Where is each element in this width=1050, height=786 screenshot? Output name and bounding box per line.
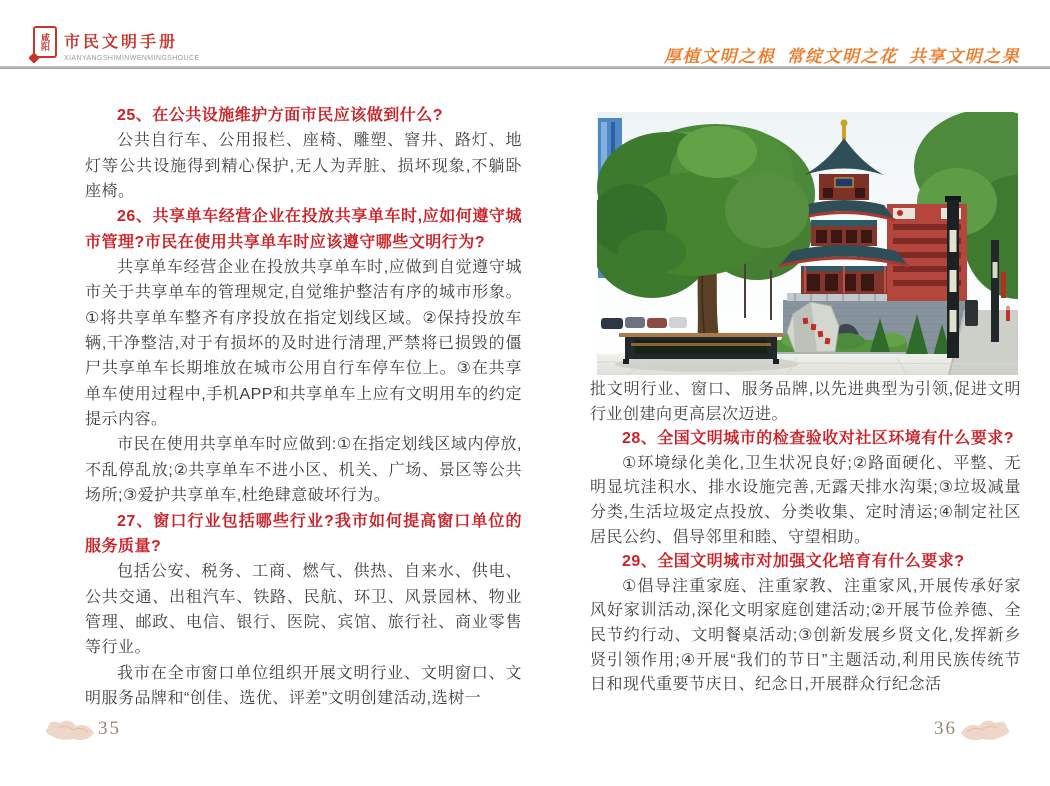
left-page-text	[85, 103, 522, 711]
header-divider	[0, 66, 1050, 69]
page-number-left	[44, 716, 121, 742]
page-number-left-value: 35	[98, 718, 121, 739]
question-27-answer-continued: 批文明行业、窗口、服务品牌,以先进典型为引领,促进文明行业创建向更高层次迈进。	[590, 381, 1021, 423]
seal-icon	[33, 26, 57, 58]
page-number-right	[934, 716, 1011, 742]
question-28-heading: 28、全国文明城市的检查验收对社区环境有什么要求?	[622, 430, 1015, 448]
question-29-heading: 29、全国文明城市对加强文化培育有什么要求?	[622, 553, 965, 571]
logo-title: 市民文明手册	[64, 34, 179, 51]
question-27-answer-1: 包括公安、税务、工商、燃气、供热、自来水、供电、公共交通、出租汽车、铁路、民航、环卫、风景园林、物业管理、邮政、电信、银行、医院、宾馆、旅行社、商业零售等行业。	[85, 563, 522, 657]
question-25-answer: 公共自行车、公用报栏、座椅、雕塑、窨井、路灯、地灯等公共设施得到精心保护,无人为弄脏、损坏现象,不躺卧座椅。	[85, 132, 522, 201]
question-26-heading: 26、共享单车经营企业在投放共享单车时,应如何遵守城市管理?市民在使用共享单车时应该遵守哪些文明行为?	[85, 208, 522, 251]
question-27-heading: 27、窗口行业包括哪些行业?我市如何提高窗口单位的服务质量?	[85, 512, 522, 555]
right-page-text	[590, 378, 1021, 698]
seal-tassel-icon	[28, 52, 39, 63]
page-number-right-value: 36	[934, 718, 957, 739]
header-slogan: 厚植文明之根 常绽文明之花 共享文明之果	[664, 47, 1020, 66]
cloud-flourish-icon	[44, 716, 96, 742]
logo-subtitle: XIANYANGSHIMINWENMINGSHOUCE	[64, 55, 200, 62]
question-26-answer-1: 共享单车经营企业在投放共享单车时,应做到自觉遵守城市关于共享单车的管理规定,自觉维护整洁有序的城市形象。①将共享单车整齐有序投放在指定划线区域。②保持投放车辆,干净整洁,对于有损坏的及时进行清理,严禁将已损毁的僵尸共享单车长期堆放在城市公用自行车停车位上。③在共享单车使用过程中,手机APP和共享单车上应有文明用车的约定提示内容。	[85, 259, 522, 429]
logo-text-block	[64, 26, 200, 62]
question-29-answer: ①倡导注重家庭、注重家教、注重家风,开展传承好家风好家训活动,深化文明家庭创建活动;②开展节俭养德、全民节约行动、文明餐桌活动;③创新发展乡贤文化,发挥新乡贤引领作用;④开展“我们的节日”主题活动,利用民族传统节日和现代重要节庆日、纪念日,开展群众行纪念活	[590, 577, 1021, 694]
handbook-logo	[33, 26, 200, 62]
question-26-answer-2: 市民在使用共享单车时应做到:①在指定划线区域内停放,不乱停乱放;②共享单车不进小区、机关、广场、景区等公共场所;③爱护共享单车,杜绝肆意破坏行为。	[85, 436, 522, 505]
question-27-answer-2: 我市在全市窗口单位组织开展文明行业、文明窗口、文明服务品牌和“创佳、选优、评差”文明创建活动,选树一	[85, 664, 522, 707]
question-25-heading: 25、在公共设施维护方面市民应该做到什么?	[117, 107, 444, 124]
cloud-flourish-icon	[959, 716, 1011, 742]
photo-parked-cars	[601, 317, 687, 329]
seal-text: 咸阳	[40, 33, 50, 51]
question-28-answer: ①环境绿化美化,卫生状况良好;②路面硬化、平整、无明显坑洼积水、排水设施完善,无露天排水沟渠;③垃圾减量分类,生活垃圾定点投放、分类收集、定时清运;④制定社区居民公约、倡导邻里和睦、守望相助。	[590, 454, 1021, 546]
landmark-photo	[597, 112, 1018, 375]
